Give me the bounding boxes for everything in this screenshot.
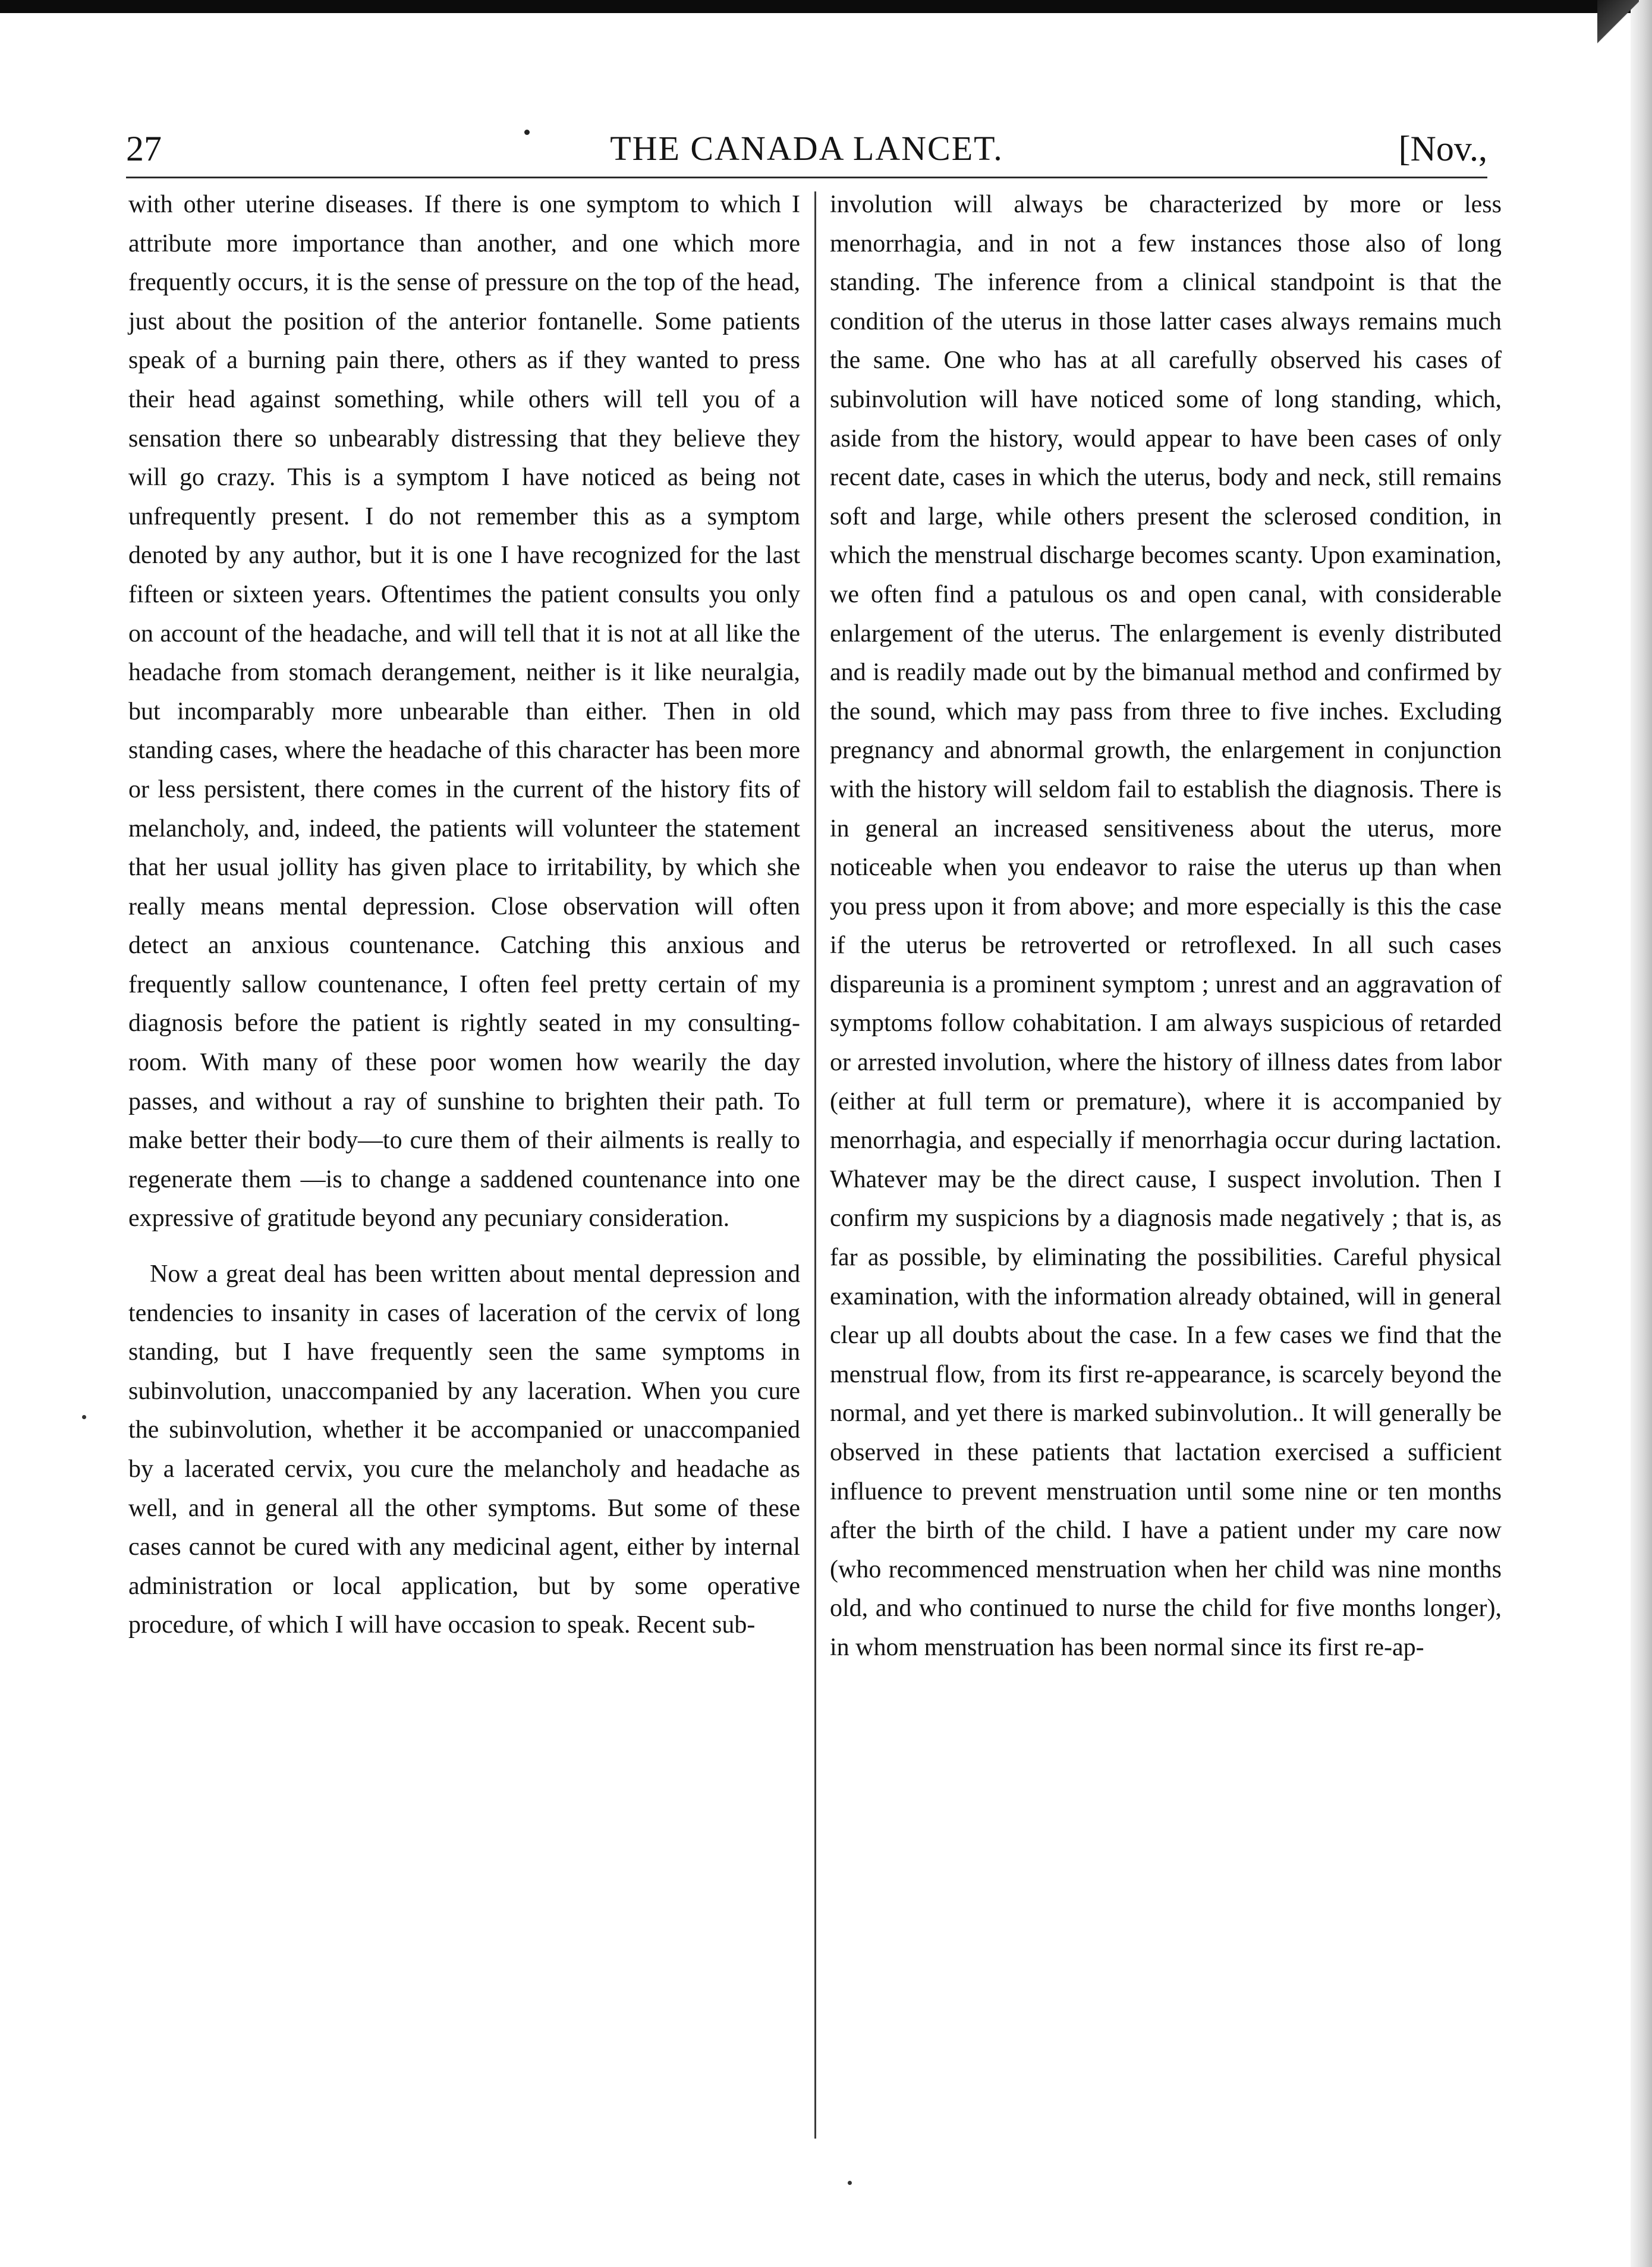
scan-page-corner	[1597, 0, 1639, 54]
header-rule	[126, 177, 1487, 178]
ink-speck	[848, 2181, 852, 2185]
column-divider	[814, 191, 816, 2139]
paragraph: involution will always be characterized by more or less menorrhagia, and in not a few instances those also of long standing. The inference from a clinical standpoint is that the condition of the uterus in those latter cases always remains much the same. One who has at all carefully observed his cases of subinvolution will have noticed some of long standing, which, aside from the history, would appear to have been cases of only recent date, cases in which the uterus, body and neck, still remains soft and large, while others present the sclerosed condition, in which the menstrual discharge becomes scanty. Upon examination, we often find a patulous os and open canal, with considerable enlargement of the uterus. The enlargement is evenly distributed and is readily made out by the bimanual method and confirmed by the sound, which may pass from three to five inches. Excluding pregnancy and abnormal growth, the enlargement in conjunction with the history will seldom fail to establish the diagnosis. There is in general an increased sensitiveness about the uterus, more noticeable when you endeavor to raise the uterus up than when you press upon it from above; and more especially is this the case if the uterus be retroverted or retroflexed. In all such cases dispareunia is a prominent symptom ; unrest and an aggravation of symptoms follow cohabitation. I am always suspicious of retarded or arrested involution, where the history of illness dates from labor (either at full term or premature), where it is accompanied by menorrhagia, and especially if menorrhagia occur during lactation. Whatever may be the direct cause, I suspect involution. Then I confirm my suspicions by a diagnosis made negatively ; that is, as far as possible, by eliminating the possibilities. Careful physical examination, with the information already obtained, will in general clear up all doubts about the case. In a few cases we find that the menstrual flow, from its first re-appearance, is scarcely beyond the normal, and yet there is marked subinvolution.. It will generally be observed in these patients that lactation exercised a sufficient influence to prevent menstruation until some nine or ten months after the birth of the child. I have a patient under my care now (who recommenced menstruation when her child was nine months old, and who continued to nurse the child for five months longer), in whom menstruation has been normal since its first re-ap-	[830, 191, 1502, 1661]
paragraph: with other uterine diseases. If there is one symptom to which I attribute more importance than another, and one which more frequently occurs, it is the sense of pressure on the top of the head, just about the position of the anterior fontanelle. Some patients speak of a burning pain there, others as if they wanted to press their head against something, while others will tell you of a sensation there so unbearably distressing that they believe they will go crazy. This is a symptom I have noticed as being not unfrequently present. I do not remember this as a symptom denoted by any author, but it is one I have recognized for the last fifteen or sixteen years. Oftentimes the patient consults you only on account of the headache, and will tell that it is not at all like the headache from stomach derangement, neither is it like neuralgia, but incomparably more unbearable than either. Then in old standing cases, where the headache of this character has been more or less persistent, there comes in the current of the history fits of melancholy, and, indeed, the patients will volunteer the statement that her usual jollity has given place to irritability, by which she really means mental depression. Close observation will often detect an anxious countenance. Catching this anxious and frequently sallow countenance, I often feel pretty certain of my diagnosis before the patient is rightly seated in my consulting-room. With many of these poor women how wearily the day passes, and without a ray of sunshine to brighten their path. To make better their body—to cure them of their ailments is really to regenerate them —is to change a saddened countenance into one expressive of gratitude beyond any pecuniary consideration.	[128, 191, 800, 1232]
issue-month: [Nov.,	[1398, 129, 1487, 168]
text-column-right	[830, 185, 1502, 1668]
journal-title: THE CANADA LANCET.	[610, 129, 1003, 168]
ink-speck	[82, 1415, 86, 1419]
page-number: 27	[126, 129, 162, 168]
paragraph: Now a great deal has been written about mental depression and tendencies to insanity in cases of laceration of the cervix of long standing, but I have frequently seen the same symptoms in subinvolution, unaccompanied by any laceration. When you cure the subinvolution, whether it be accompanied or unaccompanied by a lacerated cervix, you cure the melancholy and headache as well, and in general all the other symptoms. But some of these cases cannot be cured with any medicinal agent, either by internal administration or local application, but by some operative procedure, of which I will have occasion to speak. Recent sub-	[128, 1260, 800, 1639]
scan-right-edge	[1631, 0, 1652, 2267]
running-header	[126, 125, 1487, 172]
text-column-left	[128, 185, 800, 1645]
scan-top-border	[0, 0, 1652, 13]
